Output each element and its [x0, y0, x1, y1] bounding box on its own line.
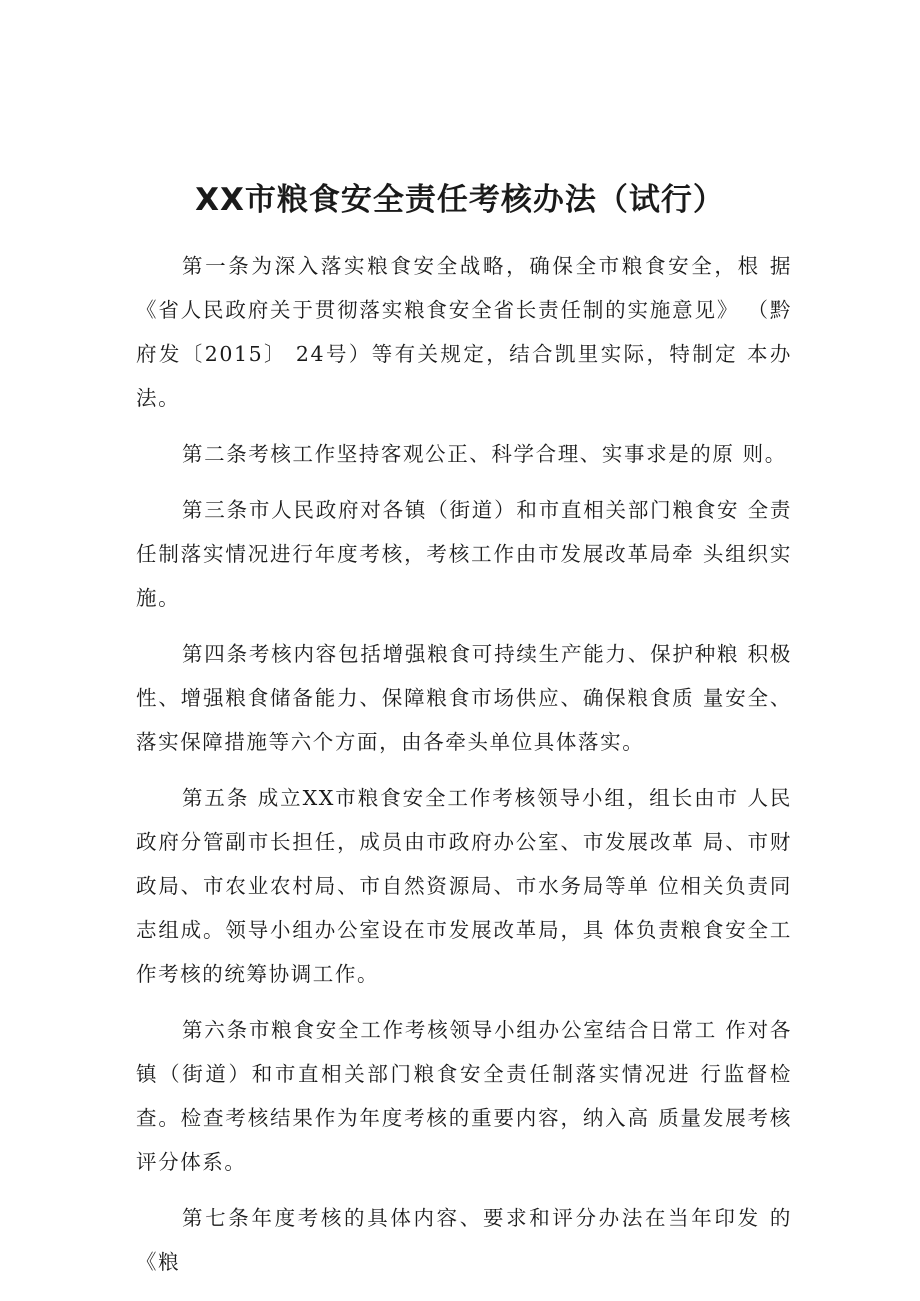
article-3: 第三条市人民政府对各镇（街道）和市直相关部门粮食安 全责任制落实情况进行年度考核，考核工作由市发展改革局牵 头组织实施。 [136, 498, 792, 610]
article-1: 第一条为深入落实粮食安全战略，确保全市粮食安全，根 据《省人民政府关于贯彻落实粮食安全省长责任制的实施意见》 （黔府发〔2015〕 24号）等有关规定，结合凯里实际，特制定 本办法。 [136, 254, 792, 410]
article-2: 第二条考核工作坚持客观公正、科学合理、实事求是的原 则。 [182, 442, 787, 466]
article-4: 第四条考核内容包括增强粮食可持续生产能力、保护种粮 积极性、增强粮食储备能力、保障粮食市场供应、确保粮食质 量安全、落实保障措施等六个方面，由各牵头单位具体落实。 [136, 642, 792, 754]
document-body [136, 244, 792, 1296]
article-7: 第七条年度考核的具体内容、要求和评分办法在当年印发 的《粮 [136, 1206, 792, 1274]
document-title: XX市粮食安全责任考核办法（试行） [195, 182, 725, 218]
article-5: 第五条 成立XX市粮食安全工作考核领导小组，组长由市 人民政府分管副市长担任，成员由市政府办公室、市发展改革 局、市财政局、市农业农村局、市自然资源局、市水务局等单 位相关负责同志组成。领导小组办公室设在市发展改革局，具 体负责粮食安全工作考核的统筹协调工作。 [136, 786, 792, 986]
article-6: 第六条市粮食安全工作考核领导小组办公室结合日常工 作对各镇（街道）和市直相关部门粮食安全责任制落实情况进 行监督检查。检查考核结果作为年度考核的重要内容，纳入高 质量发展考核评分体系。 [136, 1018, 792, 1174]
